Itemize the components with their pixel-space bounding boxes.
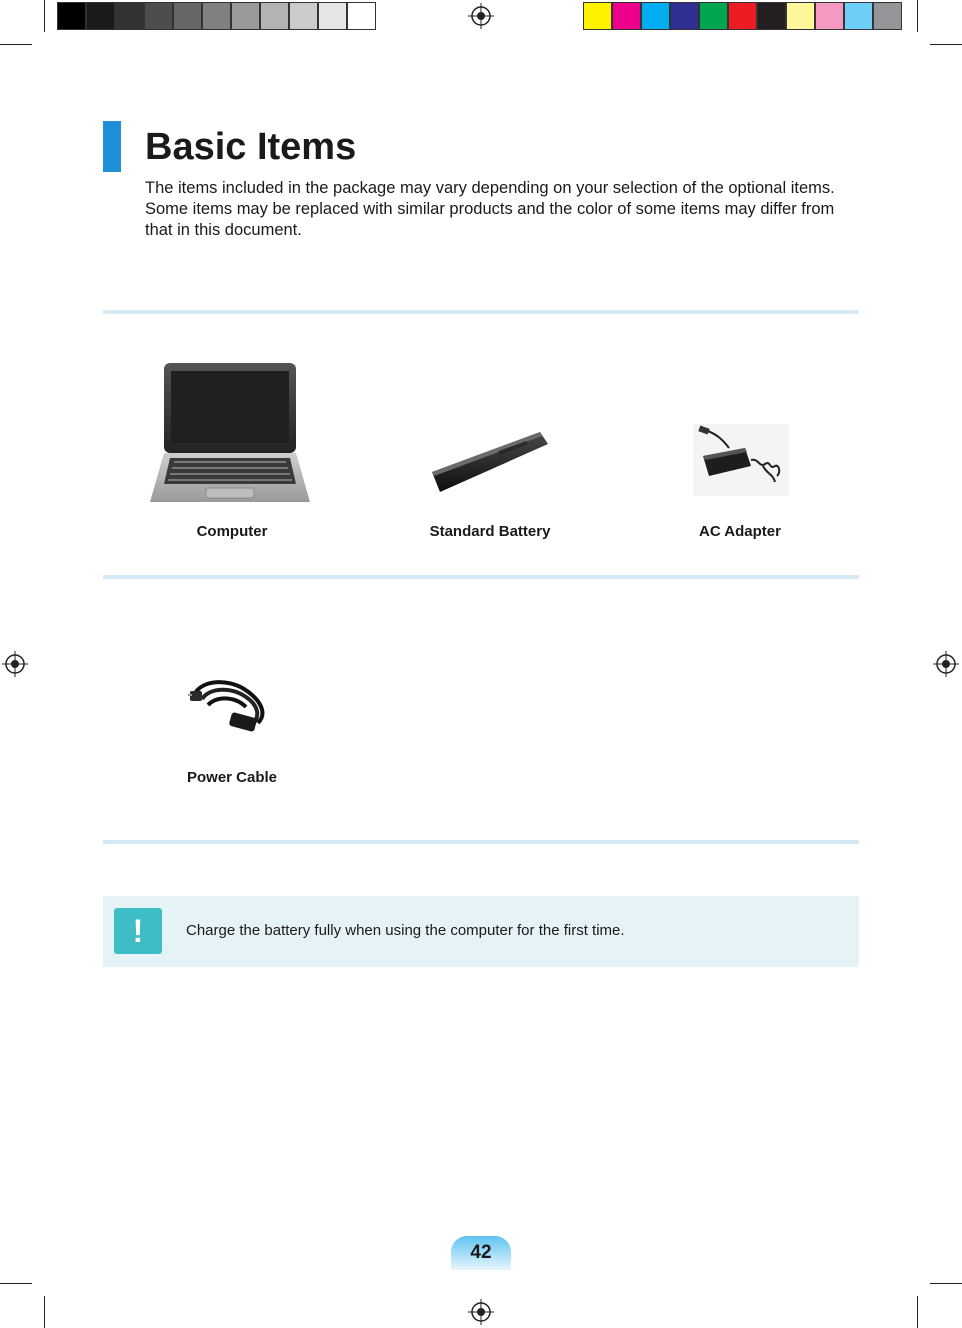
color-swatch (173, 2, 202, 30)
item-label-ac-adapter: AC Adapter (699, 523, 781, 540)
registration-mark-icon (933, 651, 959, 677)
crop-mark (0, 44, 32, 45)
crop-mark (917, 0, 918, 32)
registration-mark-icon (468, 3, 494, 29)
section-divider (103, 840, 859, 844)
color-swatch (699, 2, 728, 30)
item-label-power-cable: Power Cable (186, 769, 278, 786)
color-swatch (231, 2, 260, 30)
power-cable-icon (188, 675, 274, 737)
color-swatch (844, 2, 873, 30)
color-swatch (144, 2, 173, 30)
crop-mark (44, 0, 45, 32)
color-swatch (86, 2, 115, 30)
crop-mark (44, 1296, 45, 1328)
color-swatch (57, 2, 86, 30)
page-number: 42 (451, 1236, 511, 1270)
exclamation-icon: ! (114, 908, 162, 954)
item-label-standard-battery: Standard Battery (429, 523, 551, 540)
note-box (103, 896, 859, 967)
registration-mark-icon (2, 651, 28, 677)
crop-mark (930, 1283, 962, 1284)
color-swatch (583, 2, 612, 30)
color-swatch (260, 2, 289, 30)
registration-mark-icon (468, 1299, 494, 1325)
crop-mark (930, 44, 962, 45)
color-swatch (757, 2, 786, 30)
item-label-computer: Computer (196, 523, 268, 540)
section-divider (103, 310, 859, 314)
crop-mark (917, 1296, 918, 1328)
color-swatch (289, 2, 318, 30)
section-divider (103, 575, 859, 579)
battery-icon (428, 428, 552, 496)
color-swatch (786, 2, 815, 30)
color-swatch (873, 2, 902, 30)
color-swatch (612, 2, 641, 30)
color-swatch (728, 2, 757, 30)
crop-mark (0, 1283, 32, 1284)
note-text: Charge the battery fully when using the computer for the first time. (186, 922, 625, 939)
intro-paragraph: The items included in the package may vary depending on your selection of the optional items. Some items may be replaced with similar products and the color of some items may differ from that in this document. (145, 179, 835, 239)
color-swatch (641, 2, 670, 30)
laptop-icon (148, 362, 312, 508)
title-accent-bar (103, 121, 121, 172)
color-swatch (115, 2, 144, 30)
color-swatch (815, 2, 844, 30)
color-swatch (670, 2, 699, 30)
color-swatch (202, 2, 231, 30)
color-swatch (318, 2, 347, 30)
page-title: Basic Items (145, 126, 357, 168)
ac-adapter-icon (693, 424, 789, 496)
color-swatch (347, 2, 376, 30)
